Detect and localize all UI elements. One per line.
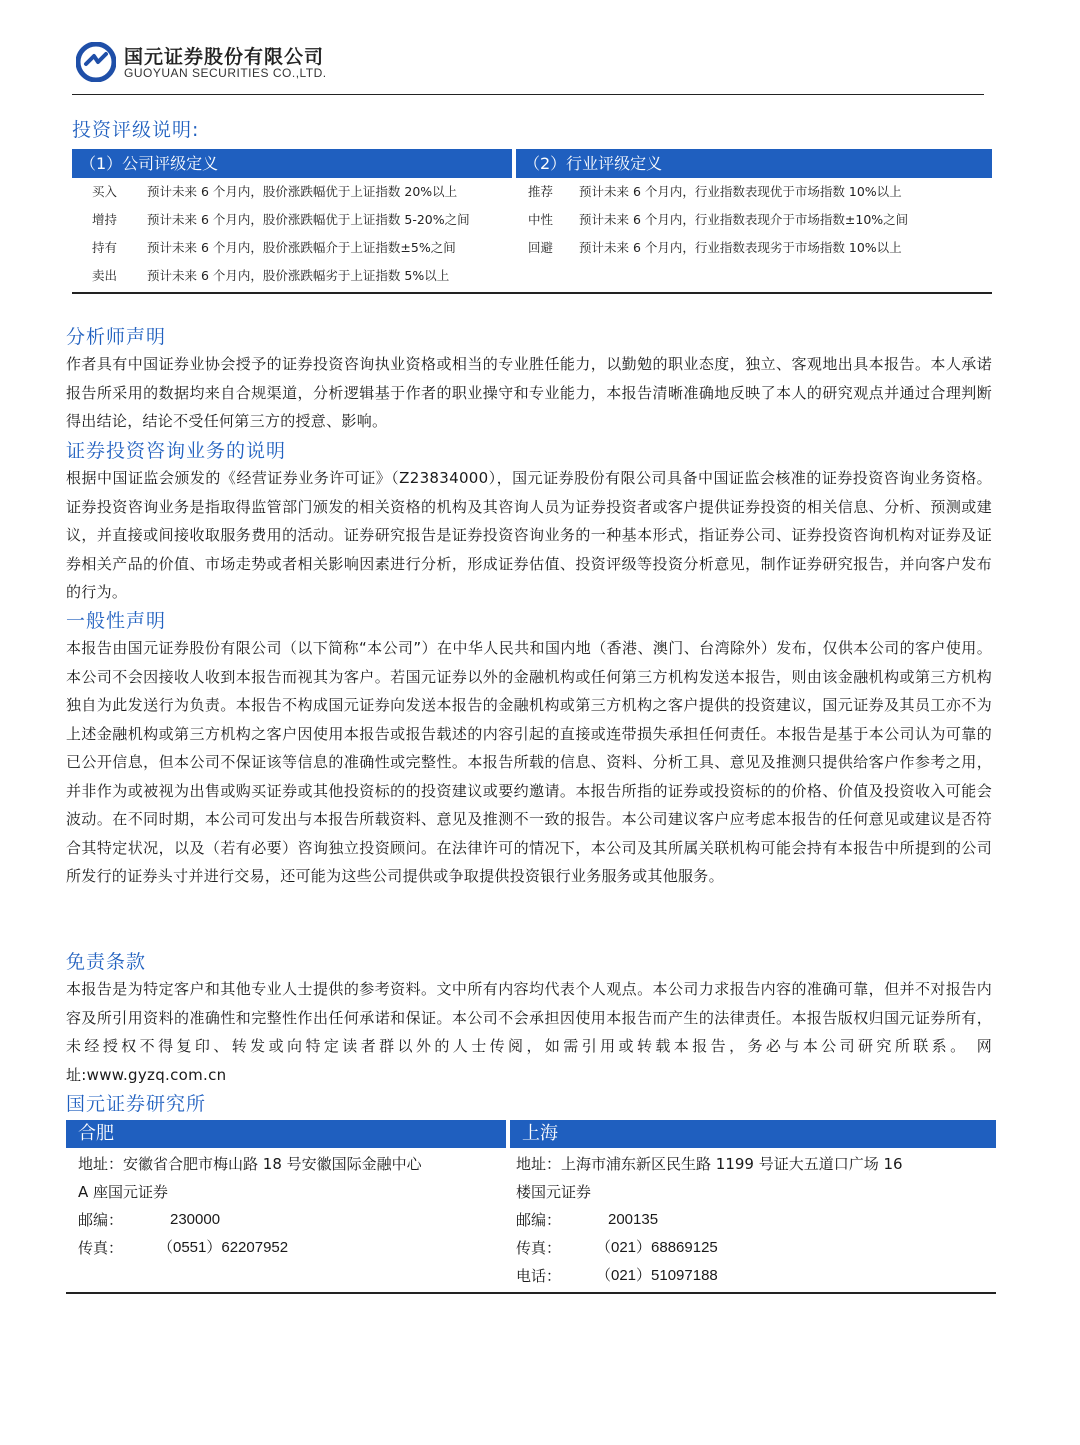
company-rating-heading: （1）公司评级定义 [72,149,512,178]
office-table [66,1120,996,1294]
shanghai-zip: 邮编： 200135 [516,1211,659,1229]
hefei-address-line2: A 座国元证券 [78,1183,169,1201]
hefei-zip: 邮编： 230000 [78,1211,221,1229]
company-rating-row: 买入 预计未来 6 个月内，股价涨跌幅优于上证指数 20%以上 [92,184,458,199]
institute-title: 国元证券研究所 [66,1093,207,1115]
hefei-fax: 传真： （0551）62207952 [78,1239,289,1257]
shanghai-fax: 传真： （021）68869125 [516,1239,718,1257]
page-header [72,38,984,95]
industry-rating-row: 推荐 预计未来 6 个月内，行业指数表现优于市场指数 10%以上 [528,184,902,199]
shanghai-tel: 电话： （021）51097188 [516,1267,718,1285]
analyst-title: 分析师声明 [66,326,167,348]
industry-rating-heading: （2）行业评级定义 [516,149,992,178]
analyst-text: 作者具有中国证券业协会授予的证券投资咨询执业资格或相当的专业胜任能力，以勤勉的职业态度，独立、客观地出具本报告。本人承诺报告所采用的数据均来自合规渠道，分析逻辑基于作者的职业操守和专业能力，本报告清晰准确地反映了本人的研究观点并通过合理判断得出结论，结论不受任何第三方的授意、影响。 [66,355,992,430]
hefei-heading: 合肥 [66,1120,506,1148]
rating-table [72,149,992,294]
industry-rating-row: 回避 预计未来 6 个月内，行业指数表现劣于市场指数 10%以上 [528,240,902,255]
general-text: 本报告由国元证券股份有限公司（以下简称“本公司”）在中华人民共和国内地（香港、澳门、台湾除外）发布，仅供本公司的客户使用。本公司不会因接收人收到本报告而视其为客户。若国元证券以外的金融机构或任何第三方机构发送本报告，则由该金融机构或第三方机构独自为此发送行为负责。本报告不构成国元证券向发送本报告的金融机构或第三方机构之客户提供的投资建议，国元证券及其员工亦不为上述金融机构或第三方机构之客户因使用本报告或报告载述的内容引起的直接或连带损失承担任何责任。本报告是基于本公司认为可靠的已公开信息，但本公司不保证该等信息的准确性或完整性。本报告所载的信息、资料、分析工具、意见及推测只提供给客户作参考之用，并非作为或被视为出售或购买证券或其他投资标的的投资建议或要约邀请。本报告所指的证券或投资标的的价格、价值及投资收入可能会波动。在不同时期，本公司可发出与本报告所载资料、意见及推测不一致的报告。本公司建议客户应考虑本报告的任何意见或建议是否符合其特定状况，以及（若有必要）咨询独立投资顾问。在法律许可的情况下，本公司及其所属关联机构可能会持有本报告中所提到的公司所发行的证券头寸并进行交易，还可能为这些公司提供或争取提供投资银行业务服务或其他服务。 [66,639,992,885]
rating-title: 投资评级说明: [72,119,200,141]
company-name-cn: 国元证券股份有限公司 [124,46,325,68]
general-title: 一般性声明 [66,610,167,632]
shanghai-address-line2: 楼国元证券 [516,1183,592,1201]
hefei-address-line: 地址：安徽省合肥市梅山路 18 号安徽国际金融中心 [78,1155,422,1173]
company-rating-row: 增持 预计未来 6 个月内，股价涨跌幅优于上证指数 5-20%之间 [92,212,470,227]
company-rating-row: 卖出 预计未来 6 个月内，股价涨跌幅劣于上证指数 5%以上 [92,268,450,283]
company-rating-row: 持有 预计未来 6 个月内，股价涨跌幅介于上证指数±5%之间 [92,240,456,255]
company-name-en: GUOYUAN SECURITIES CO.,LTD. [124,66,327,80]
company-logo-icon [76,42,116,82]
disclaimer-text: 本报告是为特定客户和其他专业人士提供的参考资料。文中所有内容均代表个人观点。本公司力求报告内容的准确可靠，但并不对报告内容及所引用资料的准确性和完整性作出任何承诺和保证。本公司不会承担因使用本报告而产生的法律责任。本报告版权归国元证券所有，未经授权不得复印、转发或向特定读者群以外的人士传阅，如需引用或转载本报告，务必与本公司研究所联系。 网址:www.gyzq.com.cn [66,980,992,1084]
consult-title: 证券投资咨询业务的说明 [66,440,287,462]
consult-text: 根据中国证监会颁发的《经营证券业务许可证》（Z23834000），国元证券股份有限公司具备中国证监会核准的证券投资咨询业务资格。证券投资咨询业务是指取得监管部门颁发的相关资格的机构及其咨询人员为证券投资者或客户提供证券投资的相关信息、分析、预测或建议，并直接或间接收取服务费用的活动。证券研究报告是证券投资咨询业务的一种基本形式，指证券公司、证券投资咨询机构对证券及证券相关产品的价值、市场走势或者相关影响因素进行分析，形成证券估值、投资评级等投资分析意见，制作证券研究报告，并向客户发布的行为。 [66,469,992,601]
industry-rating-row: 中性 预计未来 6 个月内，行业指数表现介于市场指数±10%之间 [528,212,909,227]
disclaimer-title: 免责条款 [66,951,147,973]
shanghai-address-line: 地址：上海市浦东新区民生路 1199 号证大五道口广场 16 [516,1155,903,1173]
shanghai-heading: 上海 [510,1120,996,1148]
